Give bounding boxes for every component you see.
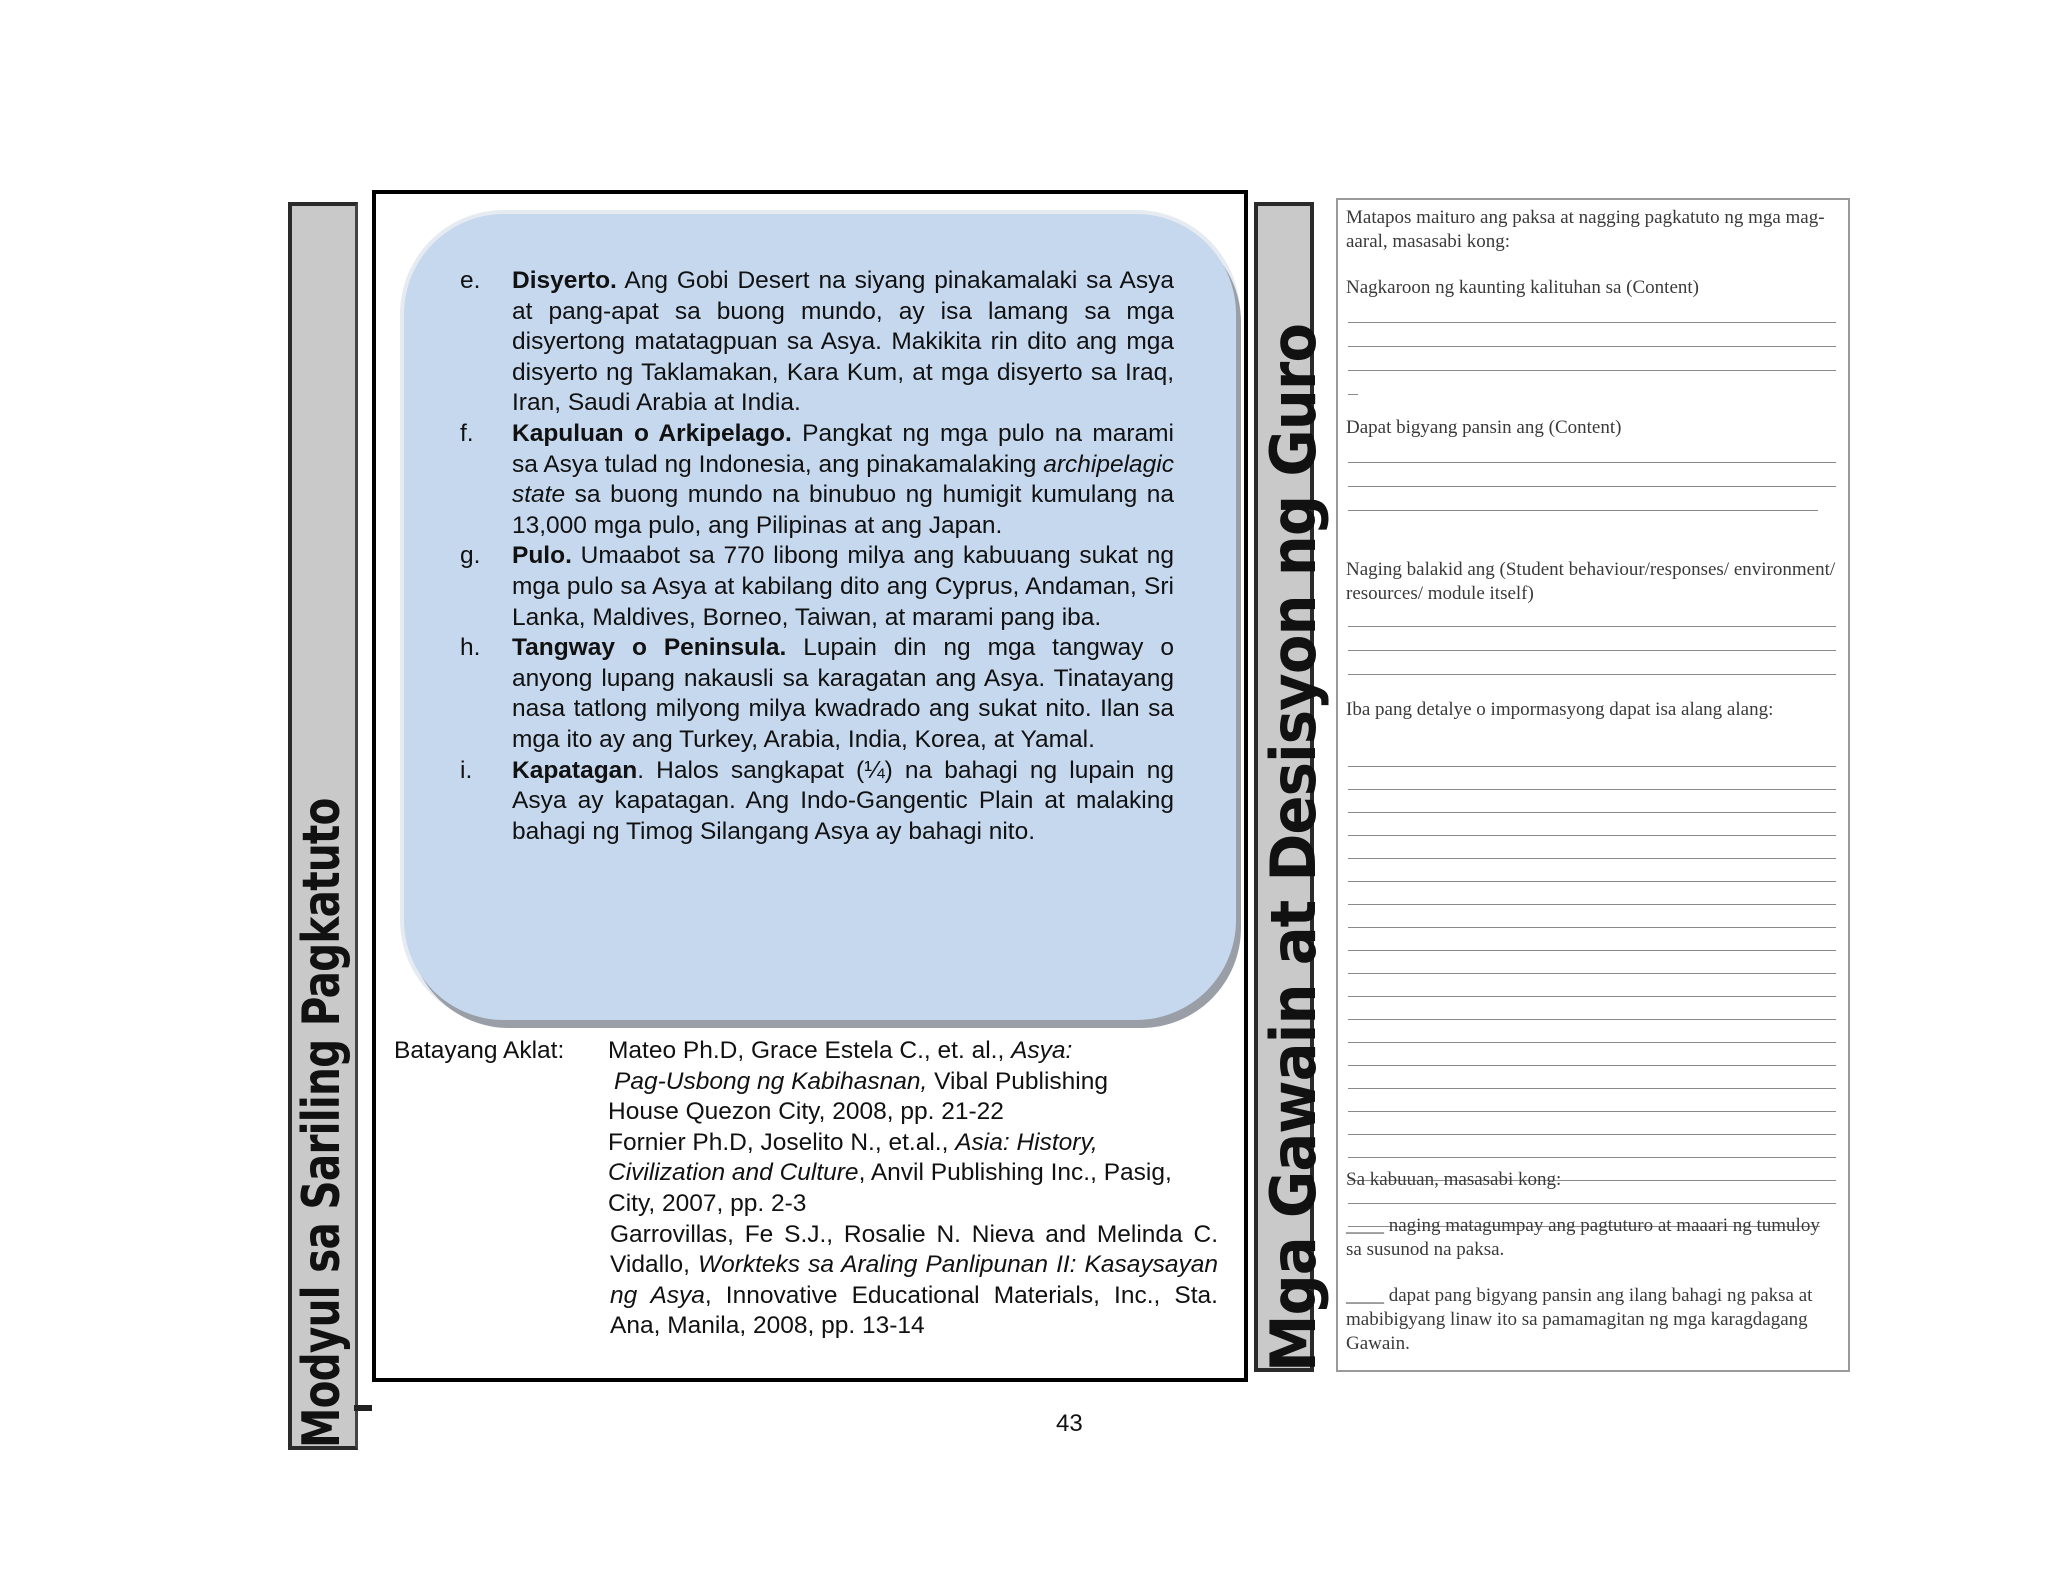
answer-line[interactable] [1348, 904, 1836, 905]
answer-line[interactable] [1348, 766, 1836, 767]
answer-line[interactable] [1348, 789, 1836, 790]
list-item: h. Tangway o Peninsula. Lupain din ng mga tangway o anyong lupang nakausli sa karagatan ang Asya. Tinatayang nasa tatlong milyong milya kwadrado ang sukat nito. Ilan sa mga ito ay ang Turkey, Arabia, India, Korea, at Yamal. [460, 634, 1174, 753]
answer-line[interactable] [1348, 1111, 1836, 1112]
tab-tick [354, 1405, 372, 1411]
answer-line[interactable] [1348, 996, 1836, 997]
list-item: g. Pulo. Umaabot sa 770 libong milya ang kabuuang sukat ng mga pulo sa Asya at kabilang dito ang Cyprus, Andaman, Sri Lanka, Maldives, Borneo, Taiwan, at marami pang iba. [460, 542, 1174, 631]
answer-line[interactable] [1348, 510, 1818, 511]
references-list [608, 1036, 1218, 1342]
answer-line[interactable] [1348, 462, 1836, 463]
page-number: 43 [1056, 1410, 1083, 1437]
reference-entry: Garrovillas, Fe S.J., Rosalie N. Nieva and Melinda C. Vidallo, Workteks sa Araling Panlipunan II: Kasaysayan ng Asya, Innovative Educational Materials, Inc., Sta. Ana, Manila, 2008, pp. 13-14 [610, 1220, 1218, 1340]
left-tab-label: Modyul sa Sariling Pagkatuto [292, 798, 352, 1448]
answer-line[interactable] [1348, 346, 1836, 347]
answer-line[interactable] [1348, 858, 1836, 859]
answer-line[interactable] [1348, 950, 1836, 951]
answer-line[interactable] [1348, 486, 1836, 487]
answer-line[interactable] [1348, 881, 1836, 882]
list-item: e. Disyerto. Ang Gobi Desert na siyang pinakamalaki sa Asya at pang-apat sa buong mundo, ay isa lamang sa mga disyertong matatagpuan sa Asya. Makikita rin dito ang mga disyerto ng Taklamakan, Kara Kum, at mga disyerto sa Iraq, Iran, Saudi Arabia at India. [460, 267, 1174, 417]
answer-line[interactable] [1348, 650, 1836, 651]
answer-line[interactable] [1348, 1042, 1836, 1043]
answer-line[interactable] [1348, 973, 1836, 974]
reference-entry: Fornier Ph.D, Joselito N., et.al., Asia: History, Civilization and Culture, Anvil Publishing Inc., Pasig, City, 2007, pp. 2-3 [608, 1128, 1172, 1217]
middle-tab-label: Mga Gawain at Desisyon ng Guro [1257, 323, 1330, 1372]
answer-line[interactable] [1348, 927, 1836, 928]
item-term: Kapuluan o Arkipelago. [512, 419, 792, 447]
answer-line[interactable] [1348, 322, 1836, 323]
item-term: Pulo. [512, 542, 572, 570]
summary-option-success: ____ naging matagumpay ang pagtuturo at maaari ng tumuloy sa susunod na paksa. [1346, 1215, 1820, 1260]
answer-line[interactable] [1348, 1088, 1836, 1089]
answer-line[interactable] [1348, 626, 1836, 627]
list-item: i. Kapatagan. Halos sangkapat (¼) na bahagi ng lupain ng Asya ay kapatagan. Ang Indo-Gangentic Plain at malaking bahagi ng Timog Silangang Asya ay bahagi nito. [460, 756, 1174, 845]
teacher-question-attention: Dapat bigyang pansin ang (Content) [1346, 417, 1622, 438]
teacher-notes-box [1336, 198, 1850, 1372]
reference-entry: Mateo Ph.D, Grace Estela C., et. al., Asya: Pag-Usbong ng Kabihasnan, Vibal Publishing House Quezon City, 2008, pp. 21-22 [608, 1037, 1108, 1126]
answer-line[interactable] [1348, 370, 1836, 371]
answer-line[interactable] [1348, 1019, 1836, 1020]
answer-line[interactable] [1348, 1065, 1836, 1066]
answer-line[interactable] [1348, 674, 1836, 675]
teacher-question-content-confusion: Nagkaroon ng kaunting kalituhan sa (Content) [1346, 277, 1700, 298]
summary-option-needs-attention: ____ dapat pang bigyang pansin ang ilang bahagi ng paksa at mabibigyang linaw ito sa pamamagitan ng mga karagdagang Gawain. [1346, 1285, 1813, 1354]
answer-line[interactable] [1348, 1203, 1836, 1204]
answer-line[interactable] [1348, 1157, 1836, 1158]
references-label: Batayang Aklat: [394, 1037, 565, 1064]
answer-line[interactable] [1348, 1134, 1836, 1135]
answer-line[interactable] [1348, 835, 1836, 836]
item-term: Tangway o Peninsula. [512, 634, 787, 662]
landform-list [460, 266, 1174, 847]
item-term: Disyerto. [512, 267, 617, 294]
teacher-summary: Sa kabuuan, masasabi kong: [1346, 1169, 1562, 1190]
item-term: Kapatagan [512, 756, 638, 784]
answer-line[interactable] [1348, 812, 1836, 813]
teacher-question-other-details: Iba pang detalye o impormasyong dapat isa alang alang: [1346, 699, 1774, 720]
teacher-question-obstacle: Naging balakid ang (Student behaviour/responses/ environment/ resources/ module itself) [1346, 559, 1836, 604]
list-item: f. Kapuluan o Arkipelago. Pangkat ng mga pulo na marami sa Asya tulad ng Indonesia, ang pinakamalaking archipelagic state sa buong mundo na binubuo ng humigit kumulang na 13,000 mga pulo, ang Pilipinas at ang Japan. [460, 419, 1174, 539]
answer-line [1348, 394, 1358, 395]
teacher-intro: Matapos maituro ang paksa at nagging pagkatuto ng mga mag-aaral, masasabi kong: [1346, 207, 1825, 252]
